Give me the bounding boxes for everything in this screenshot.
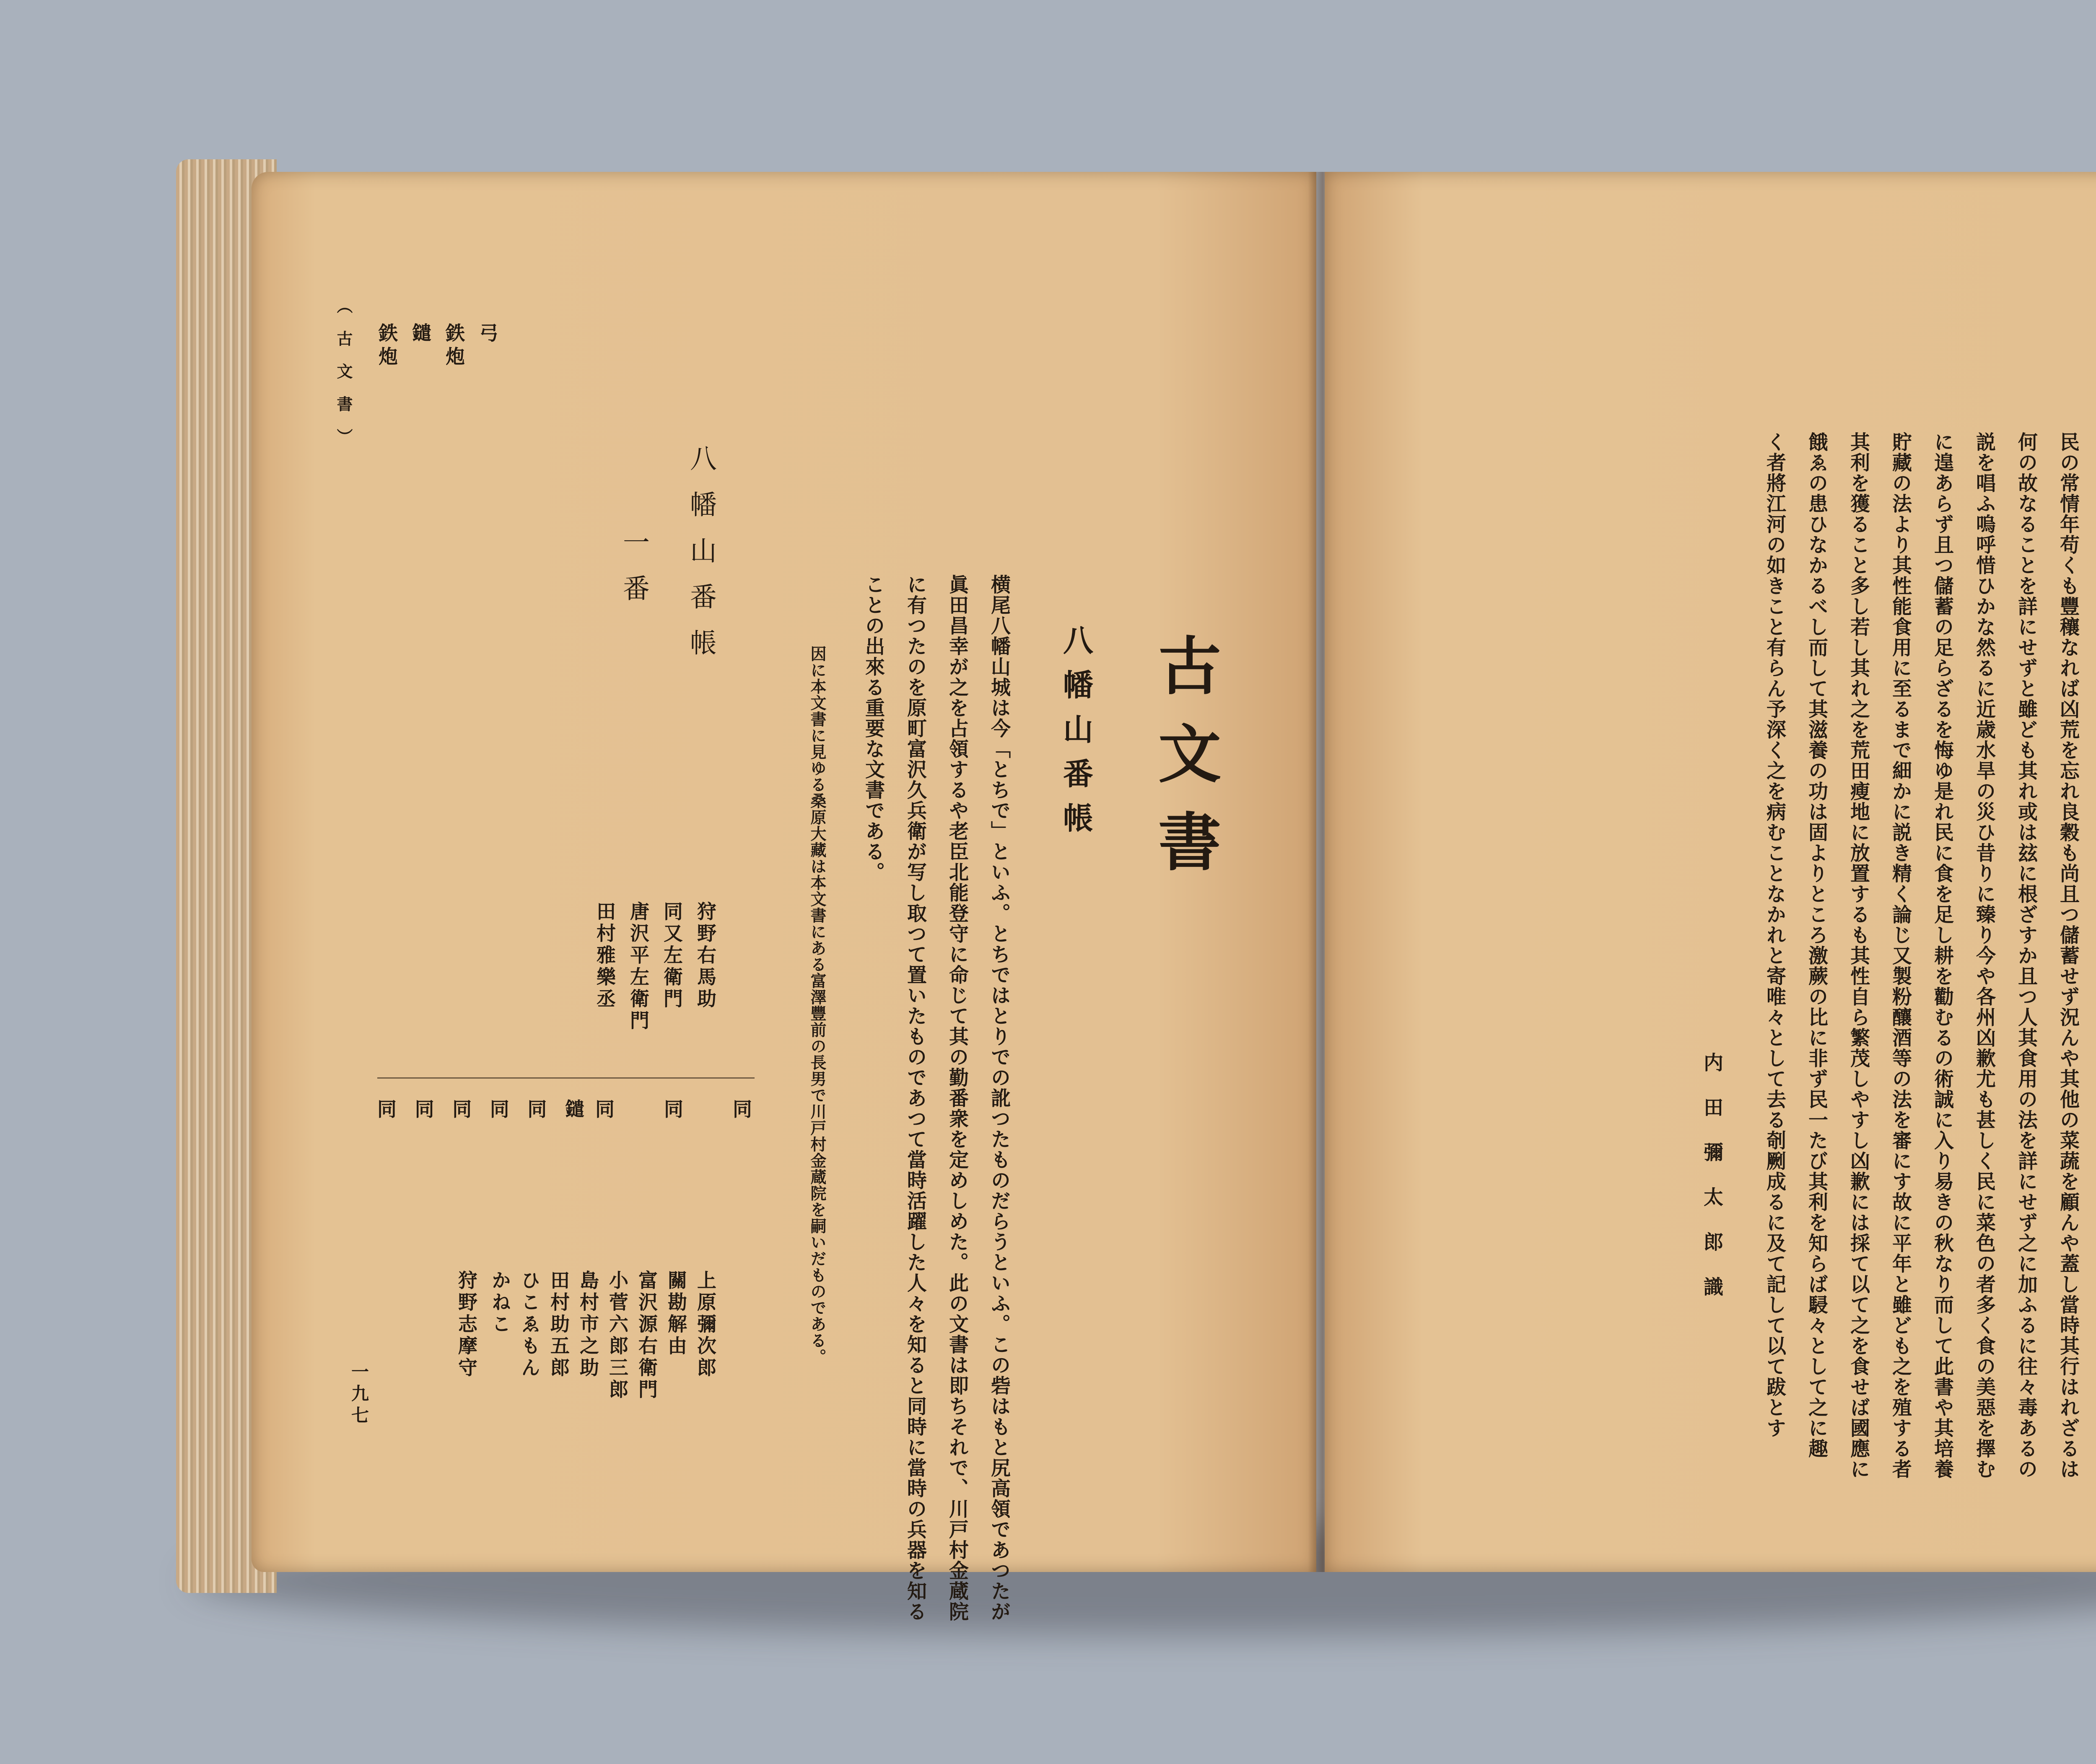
left-page [252,172,1316,1622]
ditto-mark: 同 [490,1098,512,1121]
body-line: 其利を獲ること多し若し其れ之を荒田瘦地に放置するも其性自ら繁茂しやすし凶歉には採て以て之を食せば國應に [1847,432,1870,1479]
ditto-mark: 同 [415,1098,437,1121]
body-line: 餓ゑの患ひなかるべし而して其滋養の功は固よりところ激蕨の比に非ず民一たび其利を知らば駸々として之に趣 [1805,432,1828,1459]
body-line: く者將江河の如きこと有らん予深く之を病むことなかれと寄唯々として去る剞劂成るに及て記して以て跋とす [1763,432,1786,1438]
article-body-line: ことの出來る重要な文書である。 [862,574,885,882]
doc-name-4: 田村雅樂丞 [594,901,616,1010]
section-title: 古文書 [1147,633,1221,897]
doc-divider [377,1077,755,1079]
ditto-mark: 同 [733,1098,755,1121]
doc-name-8: 小菅六郎三郎 [606,1270,629,1401]
doc-ditto-row-2 [377,1094,587,1128]
doc-name-13: 狩野志摩守 [455,1270,478,1379]
ditto-mark: 同 [664,1098,686,1121]
article-body-line: 横尾八幡山城は今「とちで」といふ。とちではとりでの訛つたものだらうといふ。この砦はもと尻高領であつたが [988,574,1011,1622]
ditto-mark: 同 [595,1098,617,1121]
doc-name-1: 狩野右馬助 [694,901,717,1010]
body-line: に遑あらず且つ儲蓄の足らざるを悔ゆ是れ民に食を足し耕を勸むるの術誠に入り易きの秋なり而して此書や其培養 [1931,432,1954,1479]
signature: 内田彌太郎識 [1700,1052,1723,1321]
body-line: 説を唱ふ嗚呼惜ひかな然るに近歳水旱の災ひ昔りに臻り今や各州凶歉尤も甚しく民に菜色の者多く食の美惡を擇む [1973,432,1996,1479]
ditto-mark: 同 [527,1098,550,1121]
right-page [1325,172,2096,1572]
doc-name-6: 關勘解由 [665,1270,687,1357]
doc-name-7: 富沢源右衛門 [636,1270,658,1401]
article-body-line: に有つたのを原町富沢久兵衛が写し取つて置いたものであつて當時活躍した人々を知ると同時に當時の兵器を知る [904,574,927,1622]
doc-name-11: ひこゑもん [518,1270,541,1379]
doc-weapon-3: 鑓 [409,323,432,346]
doc-weapon-2: 鉄炮 [443,323,465,370]
article-body-line: 眞田昌幸が之を占領するや老臣北能登守に命じて其の勤番衆を定めしめた。此の文書は即ちそれで、川戸村金蔵院 [946,574,969,1622]
article-title: 八幡山番帳 [1058,625,1094,847]
doc-weapon-1: 弓 [476,323,499,346]
body-line: 民の常情年苟くも豐穰なれば凶荒を忘れ良穀も尚且つ儲蓄せず況んや其他の菜蔬を顧んや蓋し當時其行はれざるは [2057,432,2080,1479]
ditto-mark: 同 [452,1098,475,1121]
doc-name-3: 唐沢平左衛門 [627,901,650,1032]
body-line: 何の故なることを詳にせずと雖ども其れ或は玆に根ざすか且つ人其食用の法を詳にせず之に加ふるに往々毒あるの [2015,432,2038,1479]
doc-title: 八幡山番帳 [685,444,716,675]
ditto-mark: 鑓 [565,1098,587,1121]
doc-name-2: 同又左衛門 [661,901,683,1010]
doc-ditto-row [595,1094,755,1128]
doc-weapon-4: 鉄炮 [376,323,398,370]
left-page-number: 一九七 [349,1362,369,1428]
doc-name-5: 上原彌次郎 [694,1270,717,1379]
open-book [176,159,2096,1622]
doc-number: 一番 [618,528,649,620]
doc-name-9: 島村市之助 [577,1270,599,1379]
article-note: 因に本文書に見ゆる桑原大藏は本文書にある富澤豐前の長男で川戸村金蔵院を嗣いだものである。 [808,646,827,1365]
left-running-head: （古文書） [334,298,353,461]
doc-name-10: 田村助五郎 [547,1270,570,1379]
body-line: 貯藏の法より其性能食用に至るまで細かに説き精く論じ又製粉釀酒等の法を審にす故に平年と雖ども之を殖する者 [1889,432,1912,1479]
doc-name-12: かねこ [489,1270,511,1336]
ditto-mark: 同 [377,1098,399,1121]
